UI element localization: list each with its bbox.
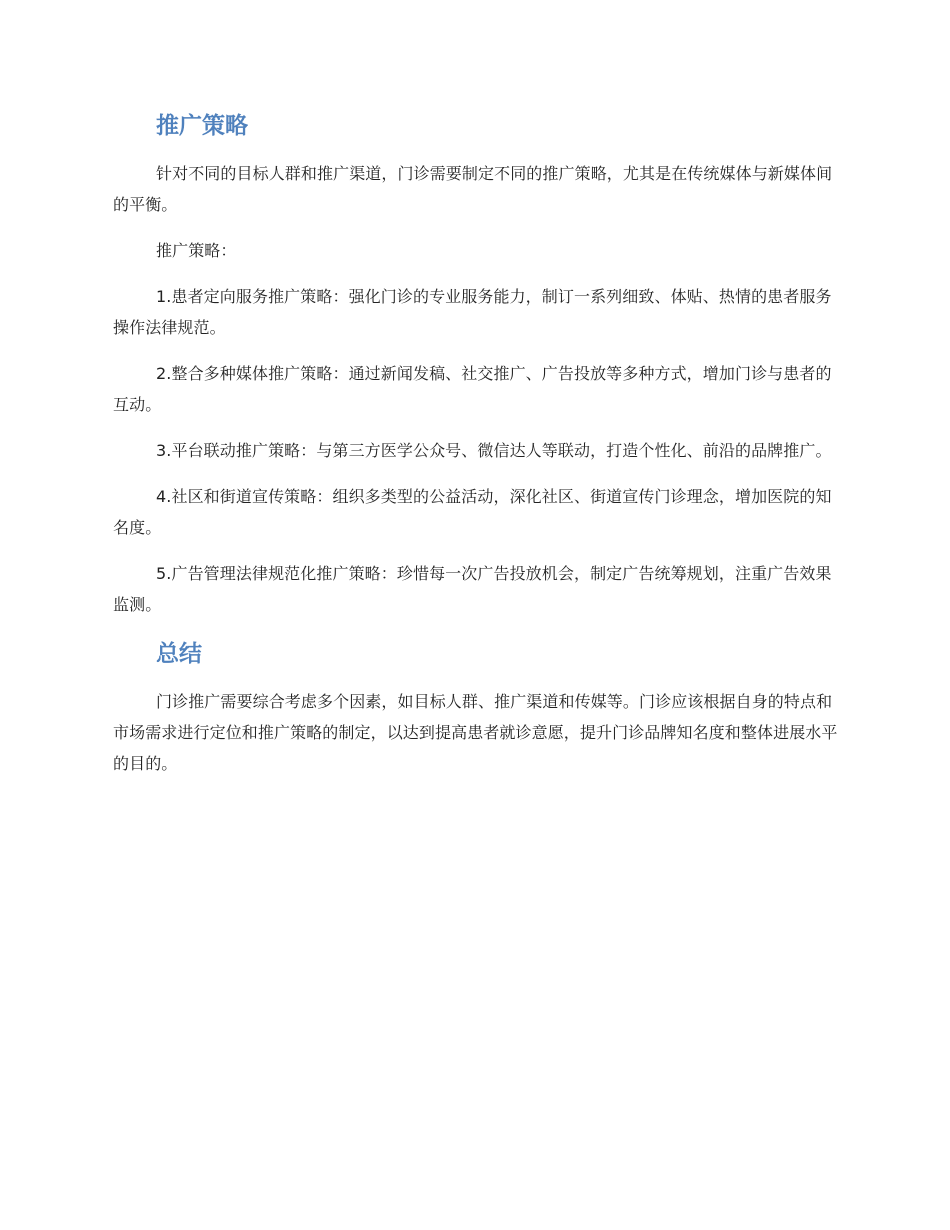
paragraph-intro: 针对不同的目标人群和推广渠道，门诊需要制定不同的推广策略，尤其是在传统媒体与新媒体间的平衡。: [113, 164, 833, 214]
spacer: [113, 220, 839, 235]
paragraph-summary: 门诊推广需要综合考虑多个因素，如目标人群、推广渠道和传媒等。门诊应该根据自身的特点和市场需求进行定位和推广策略的制定，以达到提高患者就诊意愿，提升门诊品牌知名度和整体进展水平的目的。: [113, 692, 838, 773]
paragraph-strategy-3: 3.平台联动推广策略：与第三方医学公众号、微信达人等联动，打造个性化、前沿的品牌推广。: [156, 441, 832, 460]
paragraph-strategy-4: 4.社区和街道宣传策略：组织多类型的公益活动，深化社区、街道宣传门诊理念，增加医院的知名度。: [113, 487, 832, 537]
spacer: [113, 466, 839, 481]
section-heading-strategy: 推广策略: [156, 113, 248, 139]
paragraph-strategy-5: 5.广告管理法律规范化推广策略：珍惜每一次广告投放机会，制定广告统筹规划，注重广告效果监测。: [113, 564, 832, 614]
spacer: [113, 343, 839, 358]
spacer: [113, 420, 839, 435]
paragraph-strategy-label: 推广策略：: [156, 241, 237, 260]
paragraph-strategy-2: 2.整合多种媒体推广策略：通过新闻发稿、社交推广、广告投放等多种方式，增加门诊与患者的互动。: [113, 364, 832, 414]
spacer: [113, 543, 839, 558]
spacer: [113, 148, 839, 158]
spacer: [113, 620, 839, 632]
spacer: [113, 676, 839, 686]
spacer: [113, 266, 839, 281]
section-heading-summary: 总结: [156, 641, 202, 667]
paragraph-strategy-1: 1.患者定向服务推广策略：强化门诊的专业服务能力，制订一系列细致、体贴、热情的患者服务操作法律规范。: [113, 287, 832, 337]
document-body: [113, 104, 839, 779]
